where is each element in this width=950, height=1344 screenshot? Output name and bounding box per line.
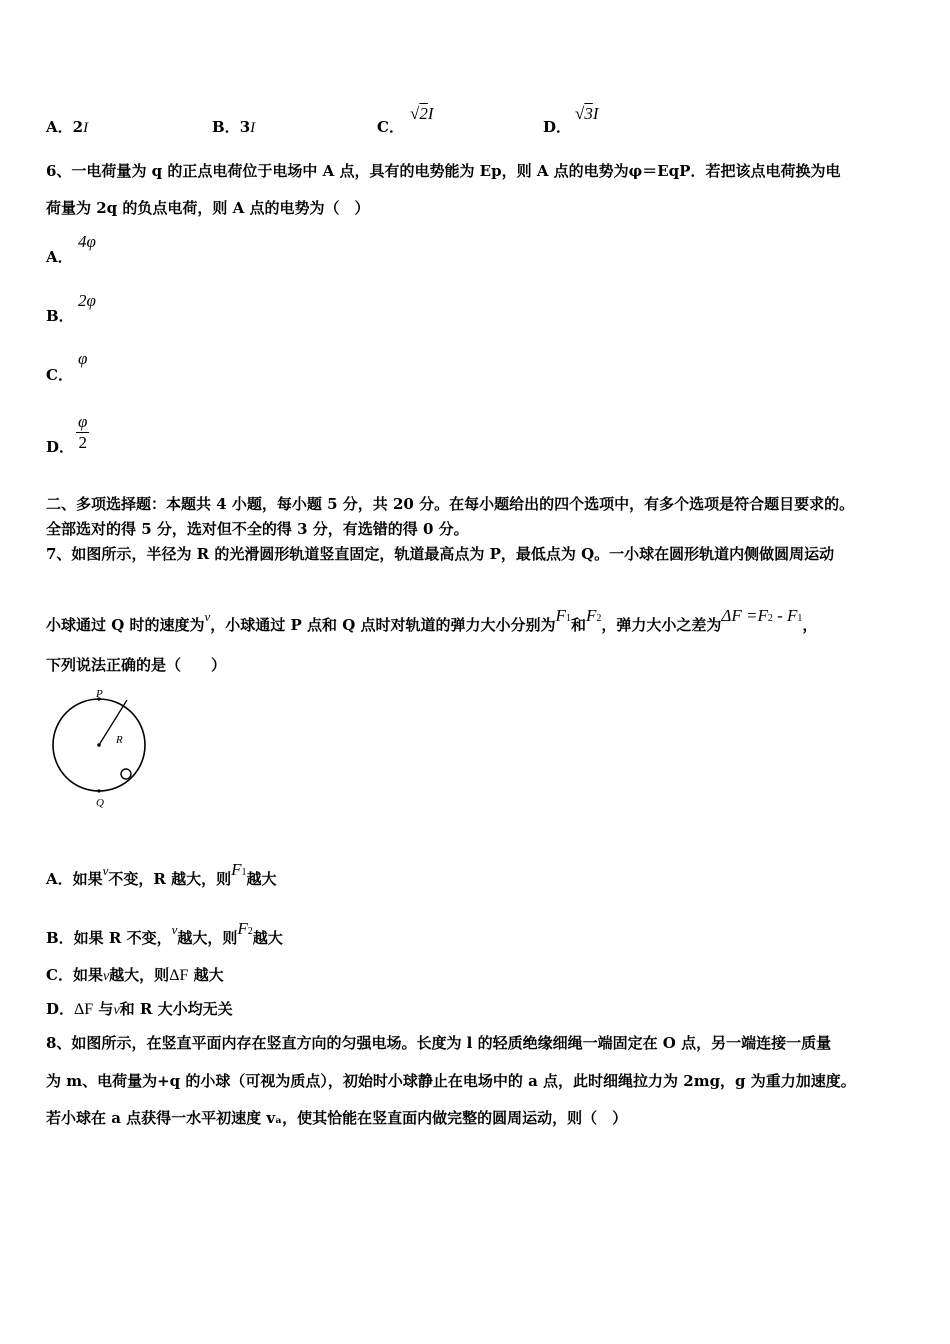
q7-option-d: D．ΔF 与v和 R 大小均无关	[46, 1000, 233, 1018]
center-dot	[97, 743, 101, 747]
q5-option-c-expr: √2I	[410, 104, 434, 123]
q6-option-d: D．	[46, 438, 75, 456]
q5-option-a: A．2I	[46, 118, 89, 136]
ball	[121, 769, 131, 779]
point-q	[97, 789, 100, 792]
q5-option-d-expr: √3I	[575, 104, 599, 123]
q6-option-b-expr: 2φ	[78, 291, 96, 310]
q6-option-b: B．	[46, 307, 74, 325]
label-r: R	[116, 734, 123, 746]
q5-option-b: B．3I	[212, 118, 256, 136]
section2-line2: 全部选对的得 5 分，选对但不全的得 3 分，有选错的得 0 分。	[46, 520, 469, 538]
label-q: Q	[96, 797, 104, 809]
q8-stem-line1: 8、如图所示，在竖直平面内存在竖直方向的匀强电场。长度为 l 的轻质绝缘细绳一端固定在 O 点，另一端连接一质量	[46, 1034, 832, 1052]
q7-option-a: A．如果v不变，R 越大，则F1越大	[46, 860, 277, 888]
q6-stem-line1: 6、一电荷量为 q 的正点电荷位于电场中 A 点，具有的电势能为 Ep，则 A 点的电势为φ＝EqP．若把该点电荷换为电	[46, 162, 841, 180]
q8-stem-line3: 若小球在 a 点获得一水平初速度 vₐ，使其恰能在竖直面内做完整的圆周运动，则（ ）	[46, 1109, 628, 1127]
q7-option-c: C．如果v越大，则ΔF 越大	[46, 966, 224, 984]
radius-line	[99, 700, 127, 745]
q6-option-d-fraction: $\frac{\varphi}{2}$	[78, 412, 88, 452]
section2-line1: 二、多项选择题：本题共 4 小题，每小题 5 分，共 20 分。在每小题给出的四个选项中，有多个选项是符合题目要求的。	[46, 495, 855, 513]
q6-option-c: C．	[46, 366, 73, 384]
q5-option-d: D．	[543, 118, 572, 136]
q5-option-c: C．	[377, 118, 404, 136]
q6-stem-line2: 荷量为 2q 的负点电荷，则 A 点的电势为（ ）	[46, 199, 370, 217]
circular-track-figure	[46, 686, 156, 812]
q7-stem-line1: 7、如图所示，半径为 R 的光滑圆形轨道竖直固定，轨道最高点为 P，最低点为 Q。一小球在圆形轨道内侧做圆周运动	[46, 545, 835, 563]
q7-stem-line2: 小球通过 Q 时的速度为v，小球通过 P 点和 Q 点时对轨道的弹力大小分别为F1和F2，弹力大小之差为ΔF =F2 - F1，	[46, 606, 818, 634]
q6-option-a: A．	[46, 248, 73, 266]
q8-stem-line2: 为 m、电荷量为+q 的小球（可视为质点），初始时小球静止在电场中的 a 点，此时细绳拉力为 2mg，g 为重力加速度。	[46, 1072, 856, 1090]
q6-option-a-expr: 4φ	[78, 232, 96, 251]
q6-option-c-expr: φ	[78, 349, 88, 368]
label-p: P	[96, 688, 103, 700]
q7-stem-line3: 下列说法正确的是（ ）	[46, 656, 227, 674]
q7-option-b: B．如果 R 不变，v越大，则F2越大	[46, 919, 283, 947]
